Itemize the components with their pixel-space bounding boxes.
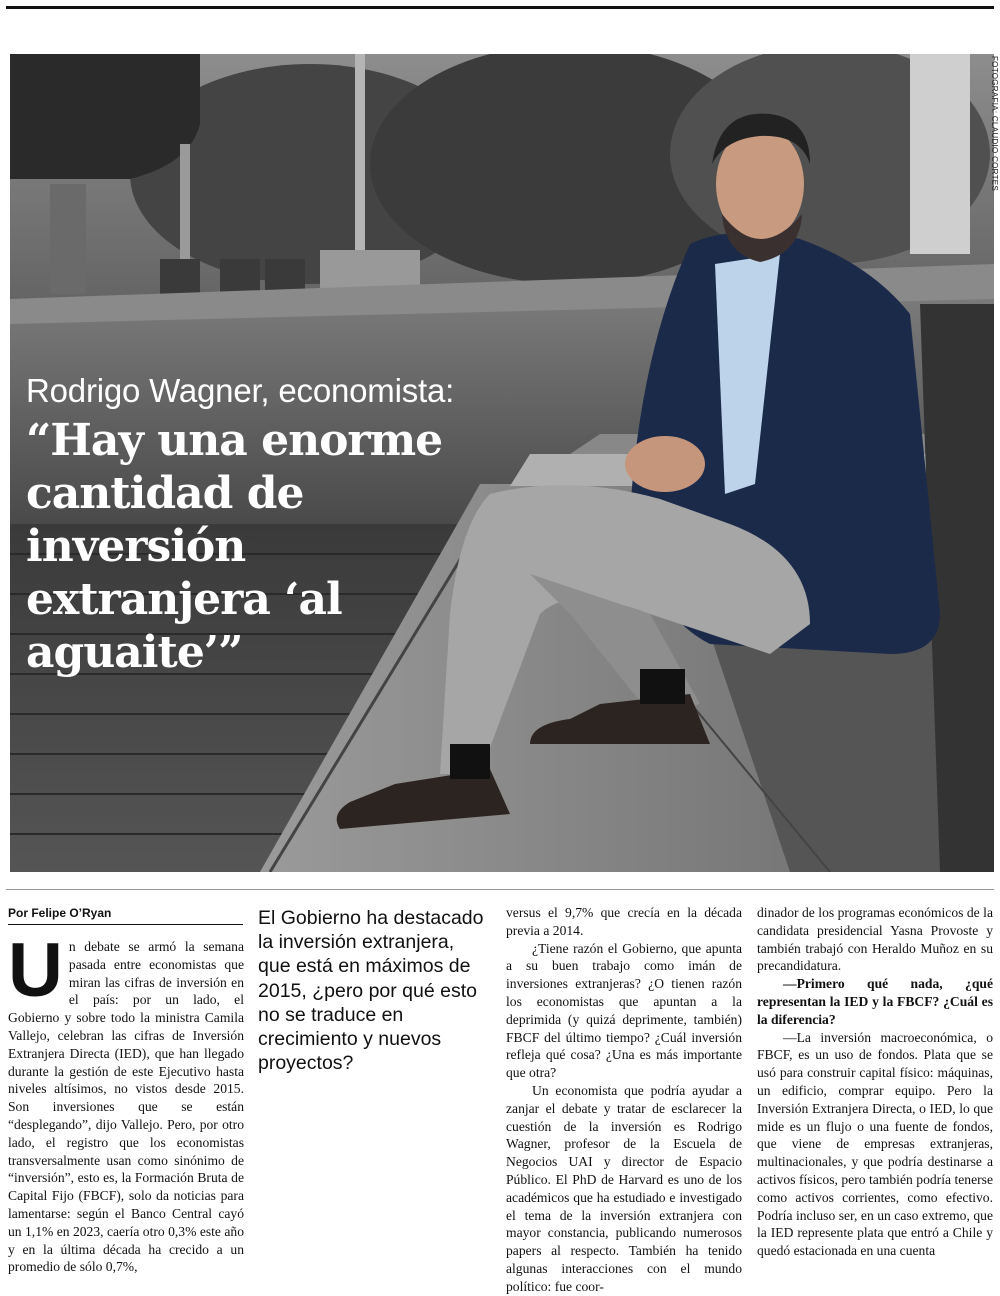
photo-credit — [990, 56, 1000, 196]
photo-credit-text: FOTOGRAFIA: CLAUDIO CORTES — [990, 56, 999, 192]
article-paragraph: dinador de los programas económicos de la candidata presidencial Yasna Provoste y también trabajó con Heraldo Muñoz en su precandidatura. — [757, 905, 993, 974]
article-paragraph: n debate se armó la semana pasada entre economistas que miran las cifras de inversión en el país: por un lado, el Gobierno y sobre todo la ministra Camila Vallejo, celebran las cifras de Inversión Extranjera Directa (IED), que han llegado durante la gestión de este Ejecutivo hasta niveles altísimos, no vistos desde 2015. Son inversiones que se están “desplegando”, dijo Vallejo. Pero, por otro lado, el registro que los economistas transversalmente usan como sinónimo de “inversión”, esto es, la Formación Bruta de Capital Fijo (FBCF), solo da noticias para lamentarse: según el Banco Central cayó un 1,1% en 2023, caería otro 0,3% este año y en la última década ha crecido a un promedio de sólo 0,7%, — [8, 939, 244, 1275]
article-paragraph: —La inversión macroeconómica, o FBCF, es un uso de fondos. Plata que se usó para construir capital físico: máquinas, un edificio, comprar equipo. Pero la Inversión Extranjera Directa, o IED, lo que mide es un flujo o una fuente de fondos, que viene de empresas extranjeras, multinacionales, y que podría destinarse a activos físicos, pero también podría tenerse como activos corrientes, como efectivo. Podría incluso ser, en un caso extremo, que la IED represente plata que entró a Chile y quedó estacionada en una cuenta — [757, 1029, 993, 1259]
article-paragraph: ¿Tiene razón el Gobierno, que apunta a su buen trabajo como imán de inversiones extranjeras? ¿O tienen razón los economistas que apuntan a la deprimida (y quizá deprimente, también) FBCF del último tiempo? ¿Cuál inversión refleja qué cosa? ¿Una es más importante que otra? — [506, 940, 742, 1081]
byline-rule — [8, 924, 243, 925]
top-rule — [6, 6, 994, 9]
article-column-4 — [757, 904, 993, 1260]
article-column-3 — [506, 904, 742, 1296]
byline: Por Felipe O’Ryan — [8, 906, 112, 920]
headline-title: “Hay una enorme cantidad de inversión extranjera ‘al aguaite’” — [26, 415, 443, 678]
headline-kicker: Rodrigo Wagner, economista: — [26, 372, 455, 409]
pull-quote: El Gobierno ha destacado la inversión extranjera, que está en máximos de 2015, ¿pero por qué esto no se traduce en crecimiento y nuevos proyectos? — [258, 907, 484, 1075]
article-paragraph: Un economista que podría ayudar a zanjar el debate y tratar de esclarecer la cuestión de la inversión es Rodrigo Wagner, profesor de la Escuela de Negocios UAI y director de Espacio Público. El PhD de Harvard es uno de los académicos que ha estudiado e investigado el tema de la inversión extranjera con mayor constancia, publicando numerosos papers al respecto. También ha tenido algunas interacciones con el mundo político: fue coor- — [506, 1082, 742, 1294]
section-divider — [6, 889, 994, 890]
dropcap: U — [8, 928, 63, 1013]
article-column-1 — [8, 928, 244, 1276]
article-paragraph: versus el 9,7% que crecía en la década previa a 2014. — [506, 905, 742, 938]
interview-question: —Primero qué nada, ¿qué representan la IED y la FBCF? ¿Cuál es la diferencia? — [757, 976, 993, 1027]
